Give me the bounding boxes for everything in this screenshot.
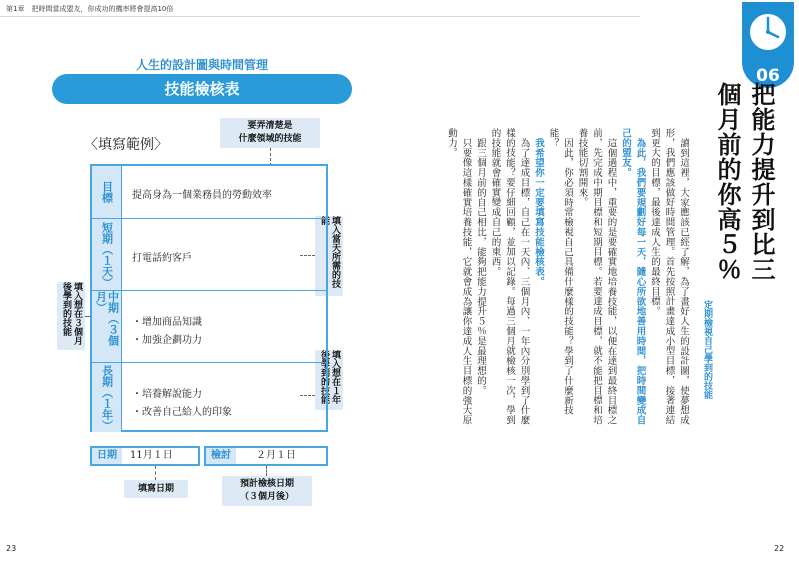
paragraph-text: 讀到這裡，大家應該已經了解，為了畫好人生的設計圖，使夢想成形，我們應該做好時間管理。首先按照計畫達成小型目標，接著連結到更大的目標，最後達成人生的最終目標。 (649, 128, 689, 425)
body-paragraph (647, 128, 691, 428)
callout-mid-term: 填入想在３個月後學到的技能 (57, 282, 85, 350)
row-text: 提高身為一個業務員的勞動效率 (132, 190, 272, 201)
section-title: 人生的設計圖與時間管理 (135, 58, 268, 72)
caption-connector (266, 466, 267, 476)
table-row-mid (92, 290, 326, 362)
review-date-caption: 預計檢核日期 （３個月後） (222, 476, 312, 506)
row-label: 長期（１年） (92, 363, 122, 432)
body-paragraph (473, 128, 488, 428)
row-label: 目標 (92, 166, 122, 218)
row-label: 中期（３個月） (92, 291, 122, 362)
row-text: 打電話約客戶 (132, 253, 192, 264)
row-text: ・培養解說能力 (132, 389, 202, 400)
body-paragraph (487, 128, 531, 428)
running-head: 第1章 把時間當成盟友，你成功的機率將會提高10倍 (6, 5, 174, 13)
review-box (204, 446, 328, 466)
paragraph-text: 只要像這樣確實培養技能，它就會成為讓你達成人生目標的強大原動力。 (446, 128, 472, 425)
header-rule (0, 16, 640, 17)
date-box (90, 446, 200, 466)
skill-table (90, 164, 328, 432)
badge-number: 06 (756, 66, 780, 86)
body-paragraph (545, 128, 574, 428)
date-label: 日期 (92, 448, 122, 464)
table-row-goal (92, 166, 326, 218)
review-value: ２月１日 (256, 450, 296, 461)
callout-long-term: 填入想在１年後學到的技能 (315, 350, 343, 410)
checklist-banner: 技能檢核表 (52, 74, 352, 104)
paragraph-text: 跟三個月前的自己相比，能夠把能力提升５％是最理想的。 (475, 137, 486, 395)
body-text (446, 128, 690, 428)
highlight-text: 為此，我們要規劃好每一天，隨心所欲地善用時間，把時間變成自己的盟友。 (620, 128, 646, 425)
row-text: ・增加商品知識 (132, 317, 202, 328)
body-paragraph (444, 128, 473, 428)
callout-connector (300, 255, 315, 256)
callout-connector (300, 395, 315, 396)
paragraph-text: 這個過程中，重要的是要確實地培養技能，以便在達到最終目標之前，先完成中期目標和短期目標。若要達成目標，就不能把目標和培養技能切割開來。 (576, 128, 617, 425)
date-value: 11月１日 (130, 450, 173, 461)
article-subtitle: 定期檢視自己學到的技能 (702, 300, 712, 399)
example-title: 〈填寫範例〉 (84, 137, 168, 153)
caption-connector (155, 466, 156, 480)
table-row-short (92, 218, 326, 290)
fill-date-caption: 填寫日期 (124, 480, 188, 498)
highlight-text: 我希望你一定要填寫技能檢核表。 (533, 137, 544, 286)
clock-icon (742, 6, 794, 58)
article-title: 把能力提升到比三個月前的你高５％ (713, 82, 775, 282)
callout-skill-domain: 要弄清楚是 什麼領域的技能 (220, 118, 320, 148)
body-paragraph (618, 128, 647, 428)
table-row-long (92, 362, 326, 432)
paragraph-text: 為了達成目標，自己在一天內、三個月內、一年內分別學到了什麼樣的技能？要仔細回顧，並加以記錄。每過三個月就檢核一次，學到的技能就會確實變成自己的東西。 (489, 128, 530, 425)
callout-short-term: 填入當天所需的技能 (315, 216, 343, 296)
review-label: 檢討 (206, 448, 236, 464)
paragraph-text: 因此，你必須時常檢視自己具備什麼樣的技能？學到了什麼新技能？ (547, 128, 573, 415)
page-number-right: 22 (774, 544, 785, 553)
row-label: 短期（１天） (92, 219, 122, 290)
row-text: ・加強企劃功力 (132, 335, 202, 346)
page-number-left: 23 (6, 544, 17, 553)
body-paragraph (574, 128, 618, 428)
body-paragraph (531, 128, 546, 428)
row-text: ・改善自己給人的印象 (132, 407, 232, 418)
